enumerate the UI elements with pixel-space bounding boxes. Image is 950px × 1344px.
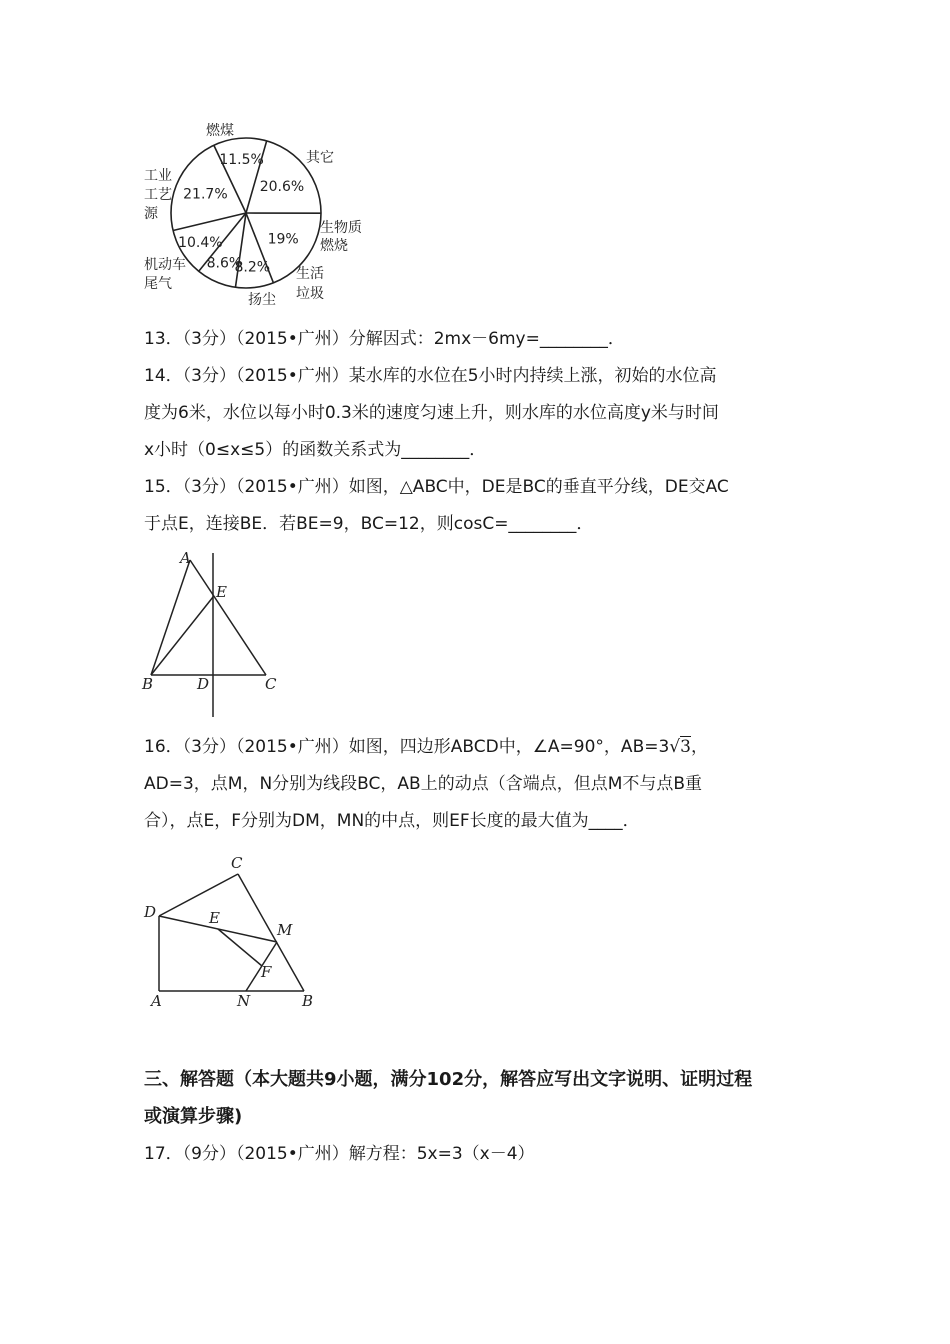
point-label-A: A [180,549,191,567]
quadrilateral-figure [138,848,323,1013]
pie-chart [140,115,375,310]
question-13: 13．（3分）（2015•广州）分解因式：2mx－6my=________． [144,329,625,349]
pie-slice-value-label: 21.7% [183,186,228,203]
label-other: 其它 [306,150,334,166]
question-14-line-2: 度为6米，水位以每小时0.3米的速度匀速上升，则水库的水位高度y米与时间 [144,403,719,423]
segment-CD [159,874,238,916]
question-16-line-2: AD=3，点M，N分别为线段BC，AB上的动点（含端点，但点M不与点B重 [144,774,703,794]
point-label-E: E [209,909,220,927]
pie-slice-value-label: 11.5% [219,152,264,169]
point-label-B: B [142,675,154,693]
pie-slice-value-label: 20.6% [259,178,305,195]
pie-slice-value-label: 10.4% [178,234,223,251]
label-coal: 燃煤 [206,123,234,139]
question-16-line-1-end: ， [690,737,708,757]
point-label-A: A [151,992,162,1010]
label-industry-3: 源 [144,206,158,222]
question-14-line-1: 14．（3分）（2015•广州）某水库的水位在5小时内持续上涨，初始的水位高 [144,366,717,386]
pie-slice-boundary [173,213,246,231]
pie-slice-value-label: 19% [267,231,299,248]
label-industry-1: 工业 [144,168,172,184]
segment-AC [190,560,266,675]
pie-slice-value-label: 8.6% [206,255,243,272]
label-garbage-2: 垃圾 [296,286,324,302]
label-vehicle-2: 尾气 [144,276,172,292]
section-3-heading-line-1: 三、解答题（本大题共9小题，满分102分，解答应写出文字说明、证明过程 [144,1069,753,1090]
point-label-N: N [237,992,251,1010]
label-dust: 扬尘 [248,292,276,308]
point-label-D: D [144,903,157,921]
question-16-line-1 [144,735,708,759]
label-industry-2: 工艺 [144,187,172,203]
question-15-line-1: 15．（3分）（2015•广州）如图，△ABC中，DE是BC的垂直平分线，DE交AC [144,477,729,497]
point-label-B: B [302,992,314,1010]
point-label-C: C [265,675,277,693]
triangle-figure [138,545,288,720]
question-15-line-2: 于点E，连接BE．若BE=9，BC=12，则cosC=________． [144,514,594,534]
question-16-line-3: 合），点E，F分别为DM，MN的中点，则EF长度的最大值为____． [144,811,640,831]
section-3-heading-line-2: 或演算步骤) [144,1106,243,1127]
point-label-C: C [231,854,243,872]
question-17: 17．（9分）（2015•广州）解方程：5x=3（x－4） [144,1144,535,1164]
label-vehicle-1: 机动车 [144,257,186,273]
segment-AB [151,560,190,675]
label-bio-1: 生物质 [320,220,362,236]
segment-BE [151,597,213,675]
question-16-line-1-text: 16．（3分）（2015•广州）如图，四边形ABCD中，∠A=90°，AB=3 [144,737,670,757]
sqrt-radicand: 3 [680,737,691,757]
point-label-D: D [197,675,210,693]
label-bio-2: 燃烧 [320,238,348,254]
point-label-E: E [216,583,227,601]
question-14-line-3: x小时（0≤x≤5）的函数关系式为________． [144,440,487,460]
point-label-F: F [261,963,272,981]
point-label-M: M [277,921,293,939]
pie-slice-value-label: 8.2% [234,259,271,276]
sqrt-symbol: √ [669,737,681,757]
label-garbage-1: 生活 [296,266,324,282]
